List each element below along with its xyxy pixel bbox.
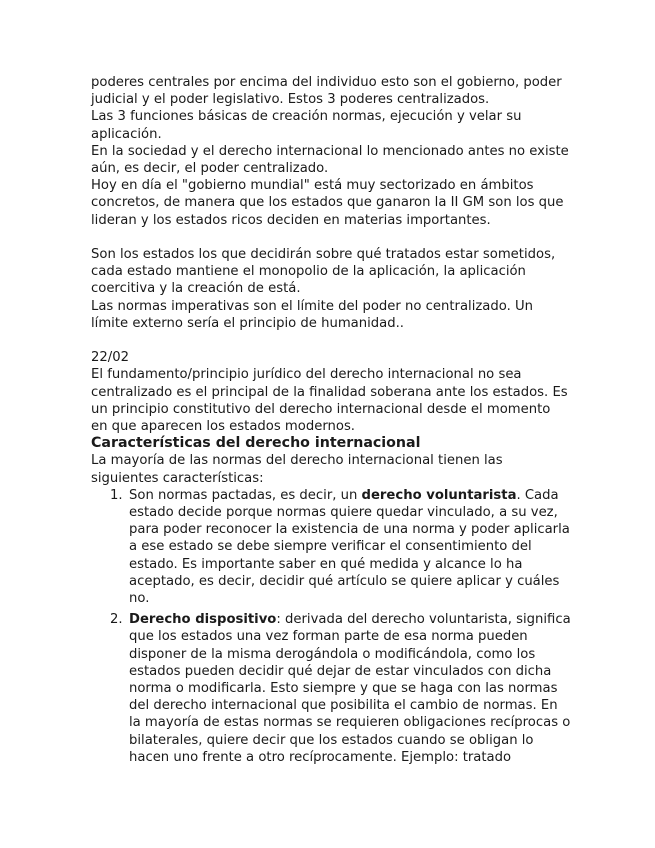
date-label: 22/02 xyxy=(91,350,130,366)
list-number: 2. xyxy=(110,612,123,628)
paragraph: La mayoría de las normas del derecho internacional tienen las siguientes características: xyxy=(91,453,503,486)
list-item xyxy=(91,611,571,766)
list-text: : derivada del derecho voluntarista, significa que los estados una vez forman parte de esa norma pueden disponer de la misma derogándola o modificándola, como los estados pueden decidir qué dejar de estar vinculados con dicha norma o modificarla. Esto siempre y que se haga con las normas del derecho internacional que posibilita el cambio de normas. En la mayoría de estas normas se requieren obligaciones recíprocas o bilaterales, quiere decir que los estados cuando se obligan lo hacen uno frente a otro recíprocamente. Ejemplo: tratado xyxy=(129,612,571,765)
paragraph: Las normas imperativas son el límite del poder no centralizado. Un límite externo sería el principio de humanidad.. xyxy=(91,298,533,331)
paragraph: El fundamento/principio jurídico del derecho internacional no sea centralizado es el principal de la finalidad soberana ante los estados. Es un principio constitutivo del derecho internacional desde el momento en que aparecen los estados modernos. xyxy=(91,367,568,435)
document-page xyxy=(91,74,571,770)
paragraph: Hoy en día el "gobierno mundial" está muy sectorizado en ámbitos concretos, de manera que los estados que ganaron la II GM son los que lideran y los estados ricos deciden en materias importantes. xyxy=(91,178,564,228)
list-bold-term: Derecho dispositivo xyxy=(129,612,277,628)
blank-line xyxy=(91,332,571,349)
list-number: 1. xyxy=(110,487,123,503)
paragraph: poderes centrales por encima del individuo esto son el gobierno, poder judicial y el poder legislativo. Estos 3 poderes centralizados. xyxy=(91,75,562,108)
list-text: Son normas pactadas, es decir, un xyxy=(129,487,362,503)
section-heading: Características del derecho internacional xyxy=(91,435,421,452)
paragraph: Las 3 funciones básicas de creación normas, ejecución y velar su aplicación. xyxy=(91,109,522,142)
paragraph: En la sociedad y el derecho internacional lo mencionado antes no existe aún, es decir, el poder centralizado. xyxy=(91,143,569,177)
paragraph: Son los estados los que decidirán sobre qué tratados estar sometidos, cada estado mantiene el monopolio de la aplicación, la aplicación coercitiva y la creación de está. xyxy=(91,247,556,297)
characteristics-list xyxy=(91,487,571,766)
blank-line xyxy=(91,229,571,246)
list-text: . Cada estado decide porque normas quiere quedar vinculado, a su vez, para poder reconocer la existencia de una norma y poder aplicarla a ese estado se debe siempre verificar el consentimiento del estado. Es importante saber en qué medida y alcance lo ha aceptado, es decir, decidir qué artículo se quiere aplicar y cuáles no. xyxy=(129,487,570,607)
list-item xyxy=(91,487,571,607)
list-bold-term: derecho voluntarista xyxy=(361,487,517,503)
